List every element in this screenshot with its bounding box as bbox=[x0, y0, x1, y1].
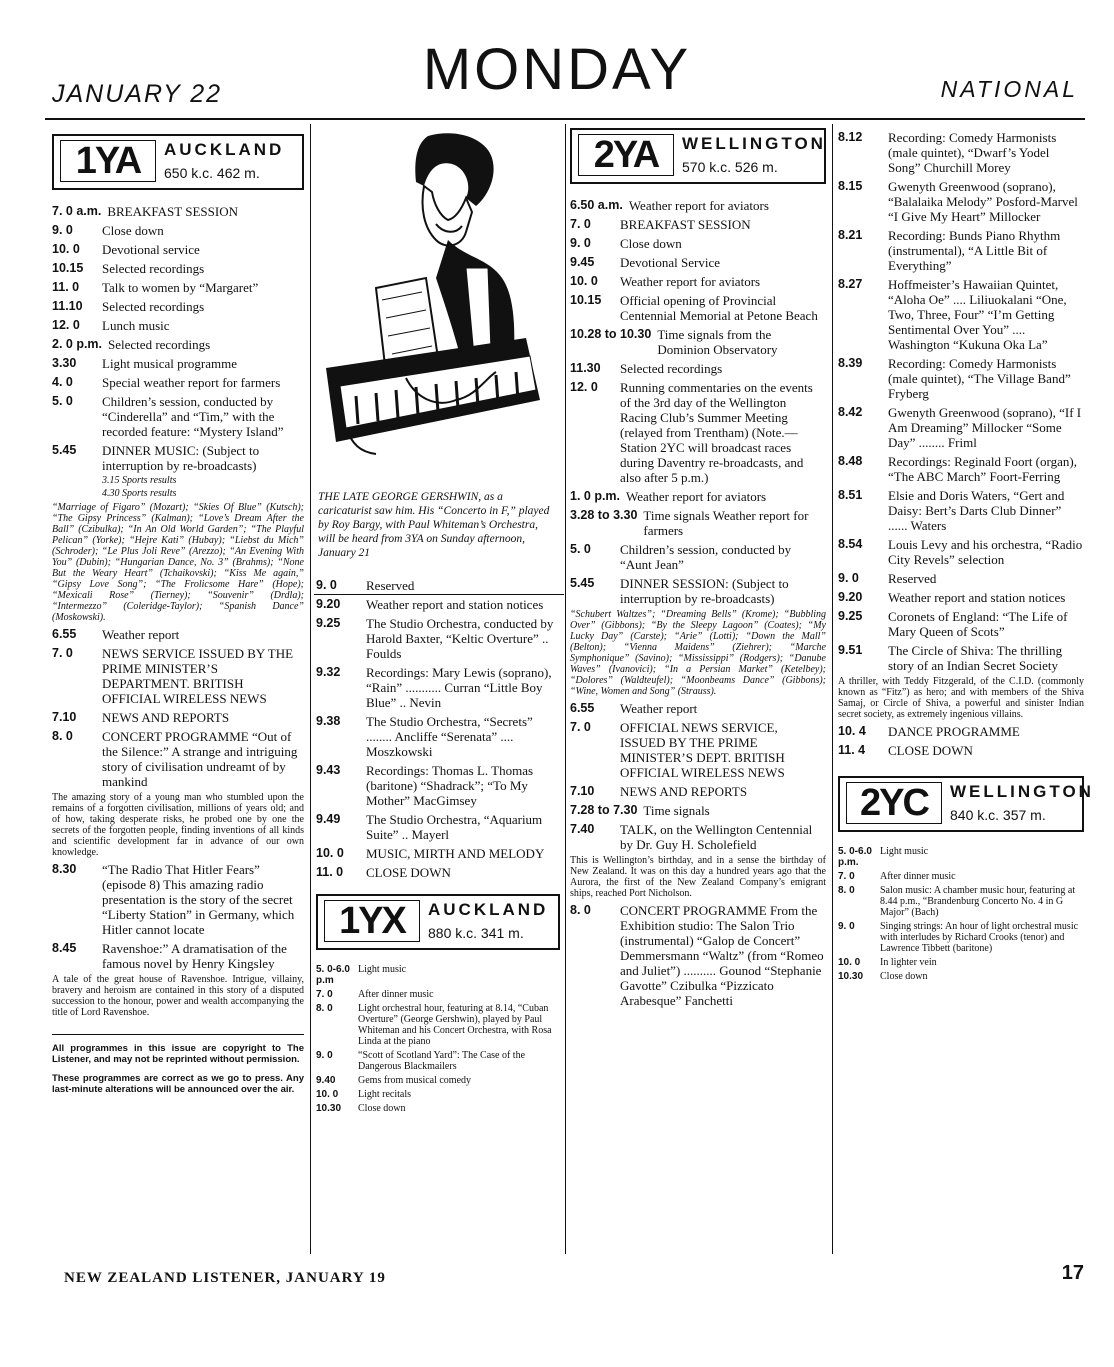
programme-row bbox=[52, 394, 304, 439]
programme-title: Recording: Comedy Harmonists (male quintet), “Dwarf’s Yodel Song” Churchill Morey bbox=[888, 130, 1057, 175]
programme-title: Selected recordings bbox=[108, 337, 211, 352]
programme-title: Recordings: Mary Lewis (soprano), “Rain” ........... Curran “Little Boy Blue” .. Nevin bbox=[366, 665, 552, 710]
programme-row bbox=[316, 1075, 560, 1086]
programme-title: Official opening of Provincial Centennial Memorial at Petone Beach bbox=[620, 293, 818, 323]
programme-row bbox=[52, 204, 304, 219]
programme-time: 10. 0 bbox=[316, 846, 344, 860]
programme-row bbox=[570, 293, 826, 323]
station-city: WELLINGTON bbox=[950, 782, 1094, 801]
programme-time: 8.27 bbox=[838, 277, 863, 291]
programme-row bbox=[838, 871, 1084, 882]
programme-row bbox=[52, 356, 304, 371]
footer-publication: NEW ZEALAND LISTENER, JANUARY 19 bbox=[64, 1270, 386, 1286]
programme-row bbox=[570, 720, 826, 780]
programme-row bbox=[316, 578, 560, 593]
schedule-list-small bbox=[838, 846, 1084, 982]
programme-title: MUSIC, MIRTH AND MELODY bbox=[366, 846, 545, 861]
programme-title: Recording: Bunds Piano Rhythm (instrumental), “A Little Bit of Everything” bbox=[888, 228, 1061, 273]
programme-time: 7.10 bbox=[52, 710, 77, 724]
programme-row bbox=[570, 701, 826, 716]
programme-title: Close down bbox=[620, 236, 682, 251]
programme-title: BREAKFAST SESSION bbox=[620, 217, 751, 232]
programme-row bbox=[316, 1050, 560, 1072]
programme-title: Weather report and station notices bbox=[366, 597, 544, 612]
programme-title: The Studio Orchestra, “Secrets” ........ Ancliffe “Serenata” .... Moszkowski bbox=[366, 714, 533, 759]
programme-row bbox=[52, 223, 304, 238]
programme-title: Weather report and station notices bbox=[888, 590, 1066, 605]
programme-row bbox=[316, 714, 560, 759]
programme-row bbox=[838, 921, 1084, 954]
programme-title: Weather report for aviators bbox=[626, 489, 767, 504]
programme-row bbox=[316, 964, 560, 986]
programme-time: 10.15 bbox=[570, 293, 602, 307]
programme-title: Light music bbox=[880, 846, 929, 857]
programme-time: 11.30 bbox=[570, 361, 601, 375]
station-frequency: 650 k.c. 462 m. bbox=[164, 165, 260, 181]
station-frequency: 840 k.c. 357 m. bbox=[950, 807, 1046, 823]
programme-title: CONCERT PROGRAMME From the Exhibition studio: The Salon Trio (instrumental) “Galop de Concert” Demmersmann “Waltz” (from “Romeo and Juliet”) .......... Gounod “Stephanie Gavotte” Czibulka “Pizzicato Arabesque” Fanchetti bbox=[620, 903, 824, 1008]
story-note: The amazing story of a young man who stumbled upon the remains of a forgotten civilisation, millions of years old; and of how, taking desperate risks, he probed one by one the secrets of the forgotten people, finding inventions of all kinds and scientific development far in advance of our own knowledge. bbox=[52, 792, 304, 858]
programme-row bbox=[838, 724, 1084, 739]
programme-title: The Studio Orchestra, “Aquarium Suite” .. Mayerl bbox=[366, 812, 543, 842]
programme-row bbox=[838, 488, 1084, 533]
programme-time: 10. 0 bbox=[838, 957, 861, 968]
programme-row bbox=[316, 1089, 560, 1100]
programme-time: 8.45 bbox=[52, 941, 77, 955]
programme-title: The Studio Orchestra, conducted by Harold Baxter, “Keltic Overture” .. Foulds bbox=[366, 616, 554, 661]
programme-time: 7. 0 bbox=[838, 871, 855, 882]
programme-title: Children’s session, conducted by “Aunt Jean” bbox=[620, 542, 792, 572]
programme-row bbox=[570, 327, 826, 357]
programme-title: Recordings: Thomas L. Thomas (baritone) “Shadrack”; “To My Mother” MacGimsey bbox=[366, 763, 534, 808]
schedule-list bbox=[838, 130, 1084, 673]
programme-time: 10.15 bbox=[52, 261, 84, 275]
programme-time: 9. 0 bbox=[316, 578, 337, 592]
programme-time: 8.54 bbox=[838, 537, 863, 551]
programme-time: 7. 0 bbox=[52, 646, 73, 660]
programme-row bbox=[838, 405, 1084, 450]
programme-time: 8. 0 bbox=[570, 903, 591, 917]
programme-title: In lighter vein bbox=[880, 957, 937, 968]
sports-note-1: 3.15 Sports results bbox=[102, 475, 177, 486]
programme-row bbox=[52, 242, 304, 257]
column-rule-2 bbox=[565, 124, 566, 1254]
programme-title: Time signals from the Dominion Observatory bbox=[657, 327, 778, 357]
programme-time: 7. 0 bbox=[570, 720, 591, 734]
programme-title: Elsie and Doris Waters, “Gert and Daisy: Bert’s Darts Club Dinner” ...... Waters bbox=[888, 488, 1065, 533]
programme-row bbox=[52, 375, 304, 390]
programme-time: 9. 0 bbox=[838, 571, 859, 585]
programme-title: Louis Levy and his orchestra, “Radio City Revels” selection bbox=[888, 537, 1083, 567]
programme-row bbox=[52, 627, 304, 642]
programme-time: 9.25 bbox=[316, 616, 341, 630]
schedule-list bbox=[52, 627, 304, 789]
programme-time: 9. 0 bbox=[838, 921, 855, 932]
programme-title: CONCERT PROGRAMME “Out of the Silence:” A strange and intriguing story of civilisation undreamt of by mankind bbox=[102, 729, 298, 789]
programme-title: Close down bbox=[102, 223, 164, 238]
programme-row bbox=[570, 903, 826, 1008]
programme-row bbox=[570, 542, 826, 572]
programme-title: Ravenshoe:” A dramatisation of the famous novel by Henry Kingsley bbox=[102, 941, 287, 971]
station-city: AUCKLAND bbox=[164, 140, 285, 159]
programme-row bbox=[838, 179, 1084, 224]
programme-row bbox=[570, 217, 826, 232]
programme-time: 8.30 bbox=[52, 862, 77, 876]
programme-row bbox=[570, 198, 826, 213]
schedule-list bbox=[316, 578, 560, 880]
programme-title: Weather report for aviators bbox=[620, 274, 761, 289]
station-box-2YC bbox=[838, 776, 1094, 832]
programme-row bbox=[570, 236, 826, 251]
programme-time: 10.30 bbox=[316, 1103, 342, 1114]
programme-title: Talk to women by “Margaret” bbox=[102, 280, 259, 295]
programme-row bbox=[316, 763, 560, 808]
programme-row bbox=[838, 454, 1084, 484]
programme-time: 9.38 bbox=[316, 714, 341, 728]
programme-title: Gwenyth Greenwood (soprano), “If I Am Dreaming” Millocker “Some Day” ........ Friml bbox=[888, 405, 1082, 450]
caricature-caption: THE LATE GEORGE GERSHWIN, as a caricaturist saw him. His “Concerto in F,” played by Roy Bargy, with Paul Whiteman’s Orchestra, will be heard from 3YA on Sunday afternoon, January 21 bbox=[318, 491, 550, 559]
programme-row bbox=[570, 822, 826, 852]
programme-title: CLOSE DOWN bbox=[366, 865, 451, 880]
caricature-illustration bbox=[316, 128, 560, 490]
callsign: 1YX bbox=[324, 900, 420, 942]
column-rule-1 bbox=[310, 124, 311, 1254]
programme-time: 6.55 bbox=[570, 701, 595, 715]
programme-time: 3.30 bbox=[52, 356, 77, 370]
programme-title: Selected recordings bbox=[620, 361, 723, 376]
programme-time: 12. 0 bbox=[570, 380, 598, 394]
programme-time: 8. 0 bbox=[838, 885, 855, 896]
programme-time: 8.21 bbox=[838, 228, 863, 242]
programme-row bbox=[52, 646, 304, 706]
schedule-list bbox=[570, 903, 826, 1008]
station-box-1YX bbox=[316, 894, 560, 950]
copyright-notice: All programmes in this issue are copyright to The Listener, and may not be reprinted without permission. bbox=[52, 1043, 304, 1065]
programme-time: 9.20 bbox=[316, 597, 341, 611]
programme-row bbox=[570, 508, 826, 538]
programme-time: 7. 0 bbox=[316, 989, 333, 1000]
programme-time: 9. 0 bbox=[52, 223, 73, 237]
programme-time: 9.32 bbox=[316, 665, 341, 679]
column-2YA bbox=[570, 128, 826, 1008]
programme-title: DINNER SESSION: (Subject to interruption by re-broadcasts) bbox=[620, 576, 789, 606]
station-box-2YA bbox=[570, 128, 826, 184]
programme-row bbox=[52, 862, 304, 937]
header-day: MONDAY bbox=[422, 37, 692, 102]
programme-time: 7. 0 bbox=[570, 217, 591, 231]
programme-time: 10.28 to 10.30 bbox=[570, 327, 652, 341]
programme-row bbox=[838, 571, 1084, 586]
programme-title: Weather report for aviators bbox=[628, 198, 769, 213]
programme-title: Gems from musical comedy bbox=[358, 1075, 472, 1086]
programme-time: 7.10 bbox=[570, 784, 595, 798]
programme-time: 2. 0 p.m. bbox=[52, 337, 103, 351]
programme-time: 12. 0 bbox=[52, 318, 80, 332]
programme-time: 9. 0 bbox=[316, 1050, 333, 1061]
programme-row bbox=[838, 590, 1084, 605]
programme-title: Special weather report for farmers bbox=[102, 375, 281, 390]
programme-title: Recordings: Reginald Foort (organ), “The ABC March” Foort-Ferring bbox=[888, 454, 1077, 484]
programme-title: Weather report bbox=[102, 627, 180, 642]
programme-time: 10. 4 bbox=[838, 724, 866, 738]
programme-row bbox=[838, 743, 1084, 758]
programme-time: 4. 0 bbox=[52, 375, 73, 389]
programme-time: 5.45 bbox=[52, 443, 77, 457]
programme-time: 11. 0 bbox=[52, 280, 80, 294]
programme-time: 9.25 bbox=[838, 609, 863, 623]
programme-time: 8.12 bbox=[838, 130, 863, 144]
programme-time: 7.40 bbox=[570, 822, 595, 836]
station-frequency: 570 k.c. 526 m. bbox=[682, 159, 778, 175]
programme-title: Selected recordings bbox=[102, 261, 205, 276]
programme-time: 10.30 bbox=[838, 971, 864, 982]
programme-time: 10. 0 bbox=[316, 1089, 339, 1100]
programme-time: 5. 0 bbox=[570, 542, 591, 556]
programme-title: After dinner music bbox=[358, 989, 434, 1000]
programme-row bbox=[570, 803, 826, 818]
programme-title: Light recitals bbox=[358, 1089, 412, 1100]
programme-time: 10. 0 bbox=[52, 242, 80, 256]
programme-row bbox=[838, 130, 1084, 175]
schedule-list bbox=[570, 198, 826, 606]
talk-note: This is Wellington’s birthday, and in a sense the birthday of New Zealand. It was on this day a hundred years ago that the Aurora, the first of the New Zealand Company’s emigrant ships, reached Port Nicholson. bbox=[570, 855, 826, 899]
programme-row bbox=[52, 337, 304, 352]
programme-title: “Scott of Scotland Yard”: The Case of the Dangerous Blackmailers bbox=[358, 1050, 526, 1072]
programme-row bbox=[316, 1103, 560, 1114]
programme-time: 9.43 bbox=[316, 763, 341, 777]
programme-title: Singing strings: An hour of light orchestral music with interludes by Richard Crooks (tenor) and Lawrence Tibbett (baritone) bbox=[880, 921, 1079, 954]
programme-time: 1. 0 p.m. bbox=[570, 489, 621, 503]
programme-row bbox=[570, 380, 826, 485]
programme-row bbox=[838, 885, 1084, 918]
programme-row bbox=[316, 812, 560, 842]
programme-time: 9.45 bbox=[570, 255, 595, 269]
programme-row bbox=[838, 356, 1084, 401]
dinner-music-list: “Schubert Waltzes”; “Dreaming Bells” (Krome); “Bubbling Over” (Gibbons); “By the Sleepy Lagoon” (Coates); “My Lucky Day” (Carste); “Arie” (Lotti); “Down the Mall” (Belton); “Vienna Maidens” (Ziehrer); “Marche Symphonique” (Savino); “Mississippi” (Rodgers); “Danube Waves” (Ivanovici); “In a Persian Market” (Ketelbey); “Dolores” (Waldteufel); “Moonbeams Dance” (Gibbons); “Wine, Women and Song” (Strauss). bbox=[570, 609, 826, 697]
programme-row bbox=[570, 274, 826, 289]
programme-title: DINNER MUSIC: (Subject to interruption by re-broadcasts) bbox=[102, 443, 260, 473]
press-notice: These programmes are correct as we go to press. Any last-minute alterations will be announced over the air. bbox=[52, 1073, 304, 1095]
programme-title: Gwenyth Greenwood (soprano), “Balalaika Melody” Posford-Marvel “I Give My Heart” Millocker bbox=[888, 179, 1078, 224]
programme-title: NEWS AND REPORTS bbox=[620, 784, 748, 799]
programme-time: 11. 4 bbox=[838, 743, 866, 757]
programme-title: BREAKFAST SESSION bbox=[107, 204, 238, 219]
column-1YA bbox=[52, 134, 304, 1095]
column-2YA-evening bbox=[838, 126, 1094, 985]
programme-row bbox=[316, 846, 560, 861]
programme-row bbox=[838, 537, 1084, 567]
programme-title: OFFICIAL NEWS SERVICE, ISSUED BY THE PRIME MINISTER’S DEPT. BRITISH OFFICIAL WIRELESS NEWS bbox=[620, 720, 785, 780]
column-middle bbox=[316, 128, 560, 1117]
programme-time: 8. 0 bbox=[52, 729, 73, 743]
programme-time: 5. 0-6.0 p.m bbox=[316, 964, 350, 986]
programme-time: 8.51 bbox=[838, 488, 863, 502]
callsign: 1YA bbox=[60, 140, 156, 182]
programme-time: 9.20 bbox=[838, 590, 863, 604]
schedule-list bbox=[570, 701, 826, 852]
schedule-list bbox=[52, 862, 304, 971]
callsign: 2YA bbox=[578, 134, 674, 176]
programme-row bbox=[52, 261, 304, 276]
programme-row bbox=[570, 576, 826, 606]
programme-row bbox=[838, 277, 1084, 352]
programme-row bbox=[52, 941, 304, 971]
programme-title: Running commentaries on the events of the 3rd day of the Wellington Racing Club’s Summer Meeting (relayed from Trentham) (Note.—Station 2YC will broadcast races during Daventry re-broadcasts, and also after 5 p.m.) bbox=[620, 380, 813, 485]
dinner-music-list: “Marriage of Figaro” (Mozart); “Skies Of Blue” (Kutsch); “The Gipsy Princess” (Kalman); “Love’s Dream After the Ball” (Czibulka); “In An Old World Garden”; “The Playful Pelican” (Yorke); “Hejre Kati” (Hubay); “Liebst du Mich” (Schroder); “Le Plus Joli Reve” (Arezzo); “An Evening With You” (Dubin); “Hungarian Dance, No. 3” (Brahms); “None But the Weary Heart” (Tchaikovski); “Kiss Me again,” “Gipsy Love Song”; “The Frolicsome Hare” (Hope); “Mexicali Rose” (Tierney); “Souvenir” (Drdla); “Intermezzo” (Coleridge-Taylor); “Spanish Dance” (Moskowski). bbox=[52, 502, 304, 623]
programme-title: DANCE PROGRAMME bbox=[888, 724, 1020, 739]
programme-title: Reserved bbox=[366, 578, 415, 593]
gershwin-caricature bbox=[316, 128, 560, 490]
programme-row bbox=[316, 865, 560, 880]
station-box-1YA bbox=[52, 134, 304, 190]
schedule-list-small bbox=[316, 964, 560, 1114]
programme-title: Selected recordings bbox=[102, 299, 205, 314]
programme-title: TALK, on the Wellington Centennial by Dr. Guy H. Scholefield bbox=[620, 822, 813, 852]
programme-row bbox=[838, 957, 1084, 968]
programme-time: 7. 0 a.m. bbox=[52, 204, 102, 218]
header-network: NATIONAL bbox=[940, 76, 1078, 102]
station-city: WELLINGTON bbox=[682, 134, 826, 153]
programme-title: Light music bbox=[358, 964, 407, 975]
programme-row bbox=[52, 318, 304, 333]
programme-time: 6.50 a.m. bbox=[570, 198, 623, 212]
programme-row bbox=[316, 1003, 560, 1047]
programme-row bbox=[570, 489, 826, 504]
programme-row bbox=[838, 228, 1084, 273]
programme-time: 7.28 to 7.30 bbox=[570, 803, 638, 817]
programme-time: 5. 0-6.0 p.m. bbox=[838, 846, 872, 868]
programme-title: NEWS AND REPORTS bbox=[102, 710, 230, 725]
programme-row bbox=[52, 299, 304, 314]
programme-title: Devotional Service bbox=[620, 255, 720, 270]
programme-time: 10. 0 bbox=[570, 274, 598, 288]
sports-note-2: 4.30 Sports results bbox=[102, 488, 177, 499]
programme-title: After dinner music bbox=[880, 871, 956, 882]
callsign: 2YC bbox=[846, 782, 942, 824]
programme-row bbox=[52, 443, 304, 473]
programme-title: Weather report bbox=[620, 701, 698, 716]
programme-time: 9. 0 bbox=[570, 236, 591, 250]
programme-title: The Circle of Shiva: The thrilling story of an Indian Secret Society bbox=[888, 643, 1063, 673]
schedule-list bbox=[838, 724, 1084, 758]
programme-title: “The Radio That Hitler Fears” (episode 8) This amazing radio presentation is the story of the secret “Liberty Station” in Germany, which Hitler cannot locate bbox=[102, 862, 295, 937]
schedule-list bbox=[52, 204, 304, 473]
programme-title: Close down bbox=[358, 1103, 406, 1114]
programme-time: 8.15 bbox=[838, 179, 863, 193]
programme-row bbox=[52, 710, 304, 725]
programme-title: Lunch music bbox=[102, 318, 170, 333]
header-date: JANUARY 22 bbox=[52, 80, 223, 108]
programme-title: Devotional service bbox=[102, 242, 200, 257]
programme-title: Time signals Weather report for farmers bbox=[643, 508, 809, 538]
programme-time: 3.28 to 3.30 bbox=[570, 508, 638, 522]
programme-row bbox=[570, 784, 826, 799]
programme-title: Light musical programme bbox=[102, 356, 238, 371]
programme-row bbox=[52, 280, 304, 295]
programme-time: 8.42 bbox=[838, 405, 863, 419]
programme-title: Time signals bbox=[643, 803, 710, 818]
programme-time: 8. 0 bbox=[316, 1003, 333, 1014]
programme-row bbox=[316, 989, 560, 1000]
ravenshoe-note: A tale of the great house of Ravenshoe. Intrigue, villainy, bravery and heroism are contained in this story of a disputed succession to the honour, power and wealth accompanying the title of Lord Ravenshoe. bbox=[52, 974, 304, 1018]
programme-title: Light orchestral hour, featuring at 8.14, “Cuban Overture” (George Gershwin), played by Paul Whiteman and his Concert Orchestra, with Rosa Linda at the piano bbox=[358, 1003, 552, 1047]
programme-time: 9.40 bbox=[316, 1075, 336, 1086]
top-rule bbox=[45, 118, 1085, 120]
programme-time: 11. 0 bbox=[316, 865, 344, 879]
programme-time: 9.51 bbox=[838, 643, 863, 657]
programme-time: 11.10 bbox=[52, 299, 83, 313]
programme-row bbox=[838, 609, 1084, 639]
programme-title: CLOSE DOWN bbox=[888, 743, 973, 758]
programme-row bbox=[838, 846, 1084, 868]
programme-time: 6.55 bbox=[52, 627, 77, 641]
programme-time: 5. 0 bbox=[52, 394, 73, 408]
programme-row bbox=[52, 729, 304, 789]
programme-time: 8.48 bbox=[838, 454, 863, 468]
programme-row bbox=[316, 616, 560, 661]
programme-row bbox=[838, 971, 1084, 982]
programme-title: Children’s session, conducted by “Cinderella” and “Tim,” with the recorded feature: “Mystery Island” bbox=[102, 394, 284, 439]
shiva-note: A thriller, with Teddy Fitzgerald, of the C.I.D. (commonly known as “Fitz”) as hero; and with members of the Shiva Samaj, or Circle of Shiva, a powerful and sinister Indian secret society, as extremely ingenious villains. bbox=[838, 676, 1084, 720]
page-number: 17 bbox=[1061, 1262, 1084, 1284]
programme-time: 9.49 bbox=[316, 812, 341, 826]
column-rule-3 bbox=[832, 124, 833, 1254]
programme-title: Salon music: A chamber music hour, featuring at 8.44 p.m., “Brandenburg Concerto No. 4 in G Major” (Bach) bbox=[880, 885, 1076, 918]
programme-time: 5.45 bbox=[570, 576, 595, 590]
programme-row bbox=[570, 361, 826, 376]
programme-title: Recording: Comedy Harmonists (male quintet), “The Village Band” Fryberg bbox=[888, 356, 1071, 401]
programme-title: Close down bbox=[880, 971, 928, 982]
station-city: AUCKLAND bbox=[428, 900, 549, 919]
programme-row bbox=[570, 255, 826, 270]
programme-row bbox=[316, 665, 560, 710]
programme-row bbox=[838, 643, 1084, 673]
programme-title: NEWS SERVICE ISSUED BY THE PRIME MINISTER’S DEPARTMENT. BRITISH OFFICIAL WIRELESS NEWS bbox=[102, 646, 294, 706]
programme-row bbox=[316, 597, 560, 612]
programme-title: Reserved bbox=[888, 571, 937, 586]
programme-time: 8.39 bbox=[838, 356, 863, 370]
station-frequency: 880 k.c. 341 m. bbox=[428, 925, 524, 941]
programme-title: Coronets of England: “The Life of Mary Queen of Scots” bbox=[888, 609, 1068, 639]
programme-title: Hoffmeister’s Hawaiian Quintet, “Aloha Oe” .... Liliuokalani “One, Two, Three, Four” “I’m Getting Sentimental Over You” .... Washington “Kukuna Oka La” bbox=[888, 277, 1067, 352]
